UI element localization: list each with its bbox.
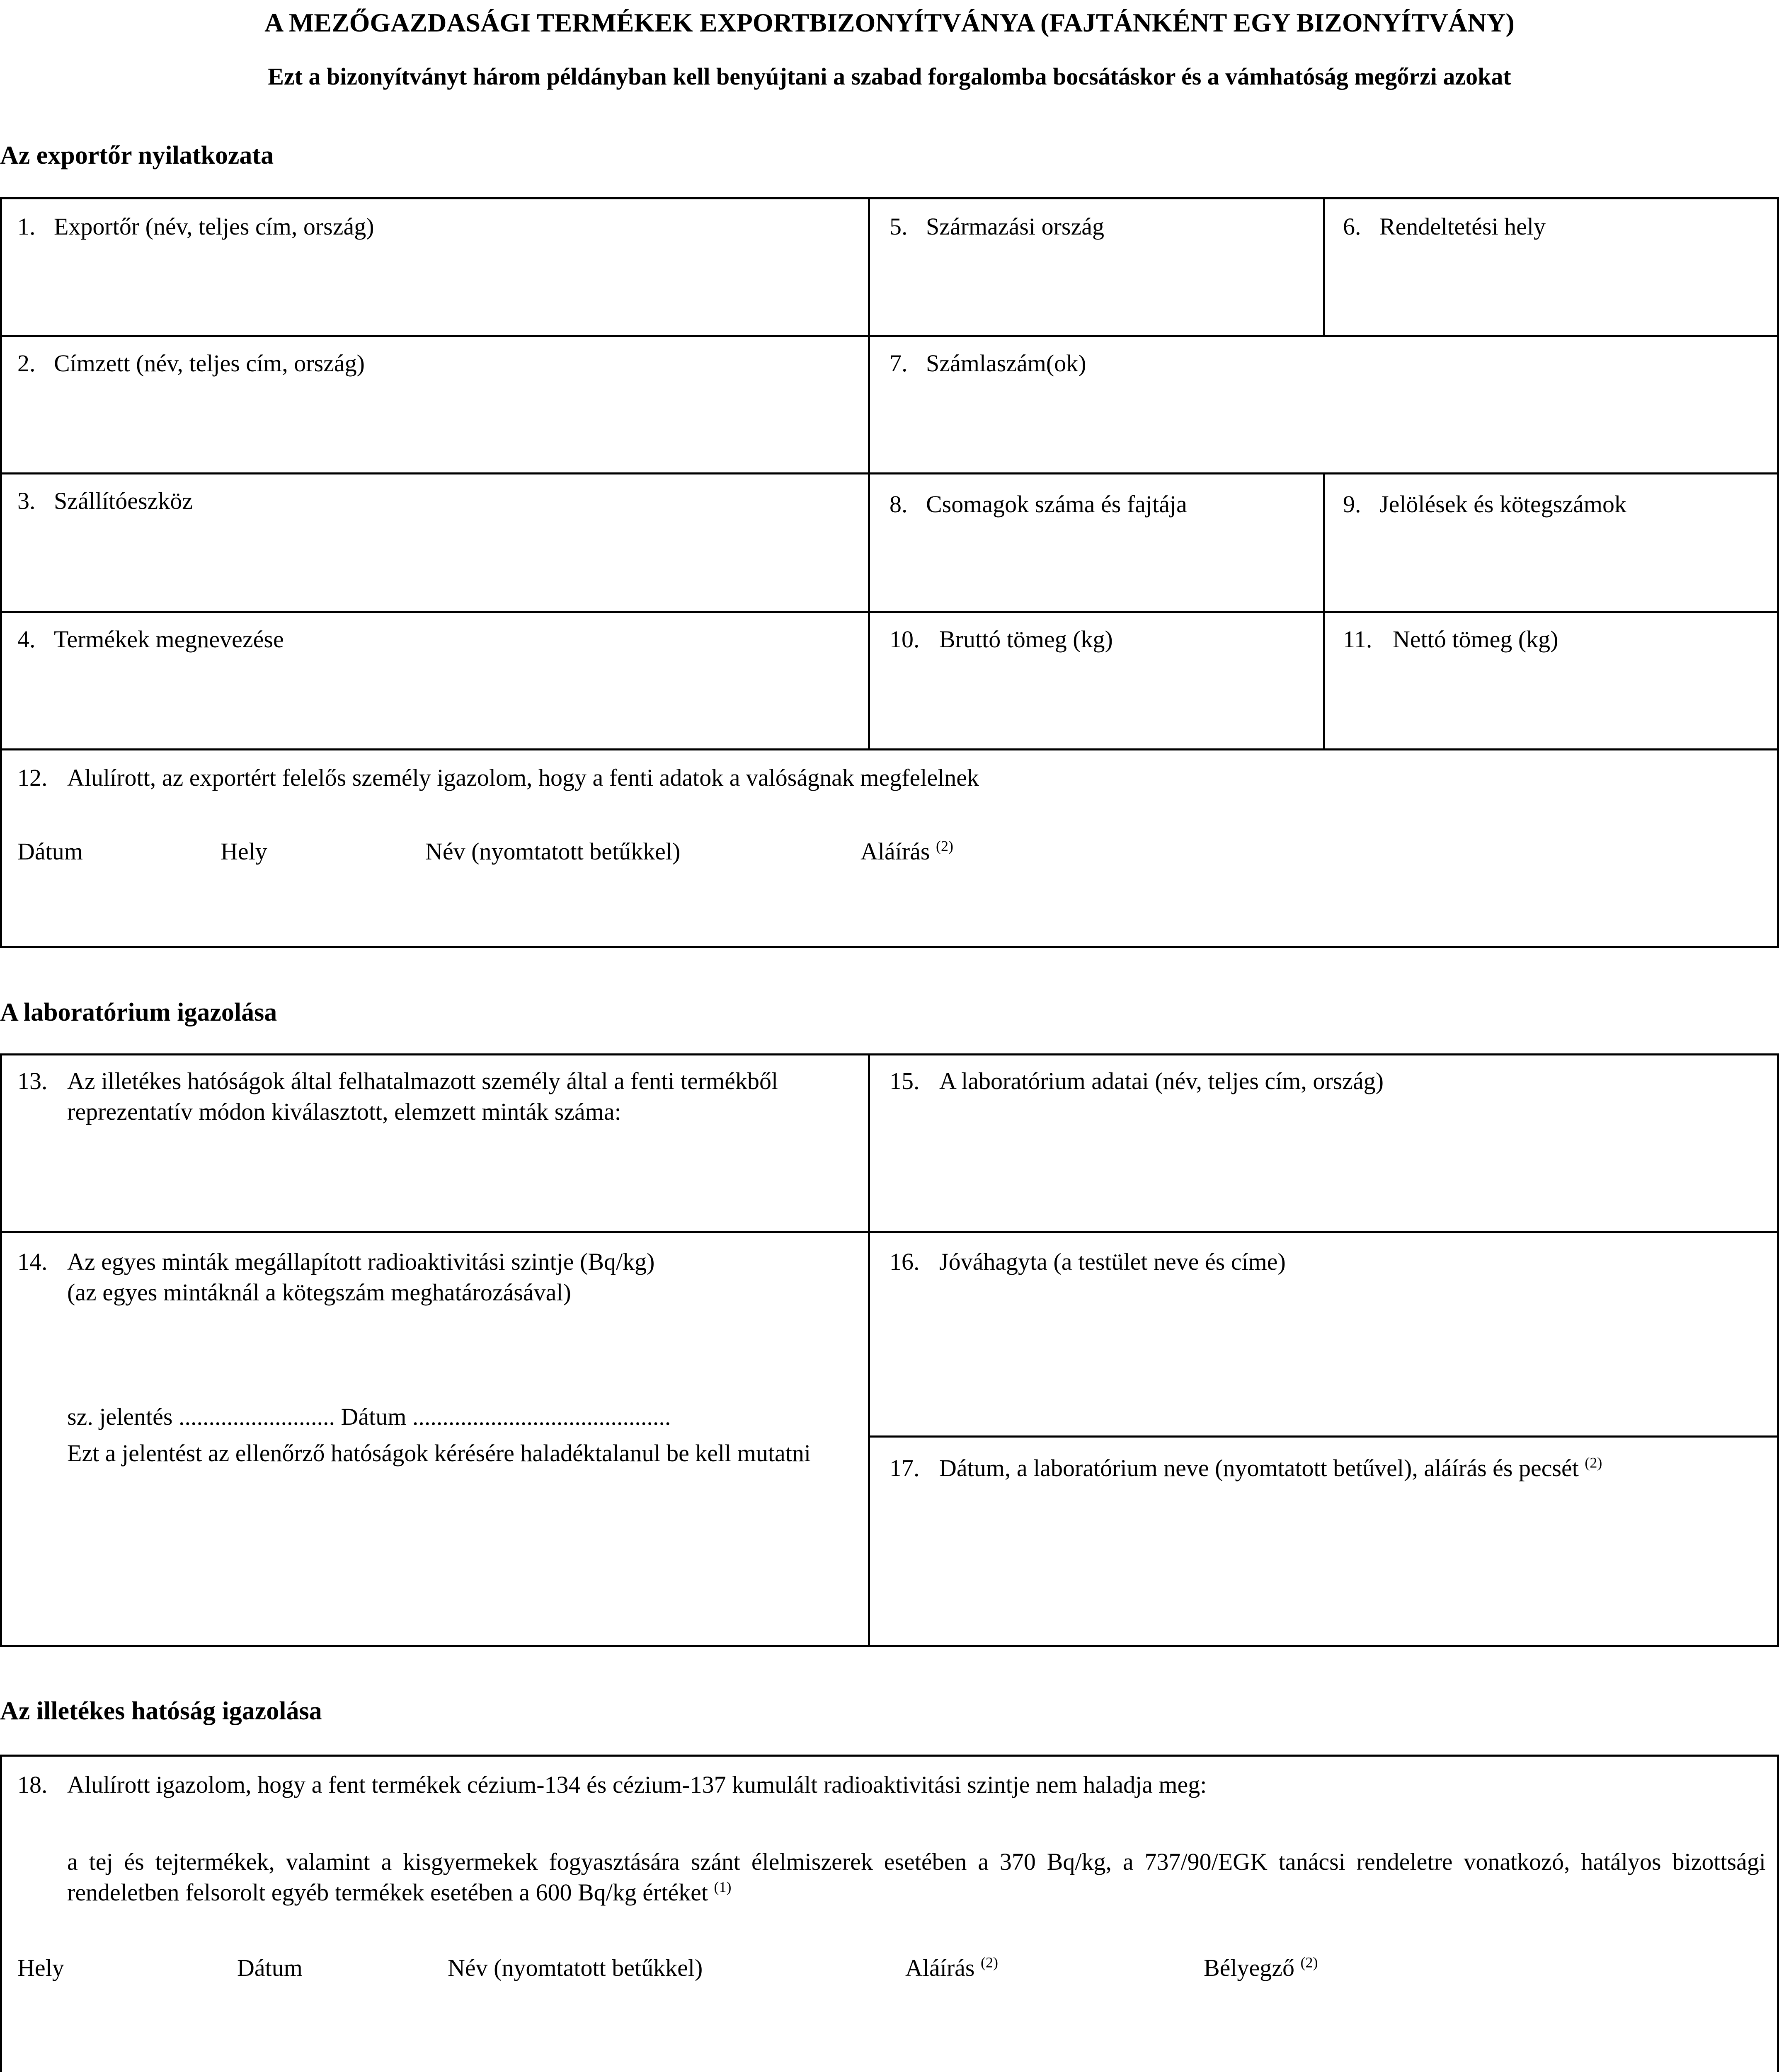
field-1-exporter[interactable] [17, 211, 374, 242]
signature-text: Aláírás [860, 838, 930, 865]
field-7-invoice-numbers[interactable] [890, 348, 1086, 379]
field-label: Jelölések és kötegszámok [1379, 491, 1626, 518]
field-label: Dátum, a laboratórium neve (nyomtatott betűvel), aláírás és pecsét [939, 1455, 1579, 1481]
authority-place-label[interactable]: Hely [17, 1954, 64, 1981]
document-title: A MEZŐGAZDASÁGI TERMÉKEK EXPORTBIZONYÍTVÁNYA (FAJTÁNKÉNT EGY BIZONYÍTVÁNY) [264, 8, 1515, 37]
field-number: 3. [17, 487, 36, 514]
declaration-text: Alulírott, az exportért felelős személy igazolom, hogy a fenti adatok a valóságnak megfelelnek [67, 764, 979, 791]
field-number: 8. [890, 491, 908, 518]
field-6-destination[interactable] [1343, 211, 1546, 242]
field-label: Exportőr (név, teljes cím, ország) [54, 213, 374, 240]
lab-section-heading: A laboratórium igazolása [0, 998, 277, 1026]
field-number: 9. [1343, 491, 1361, 518]
exporter-form-box [0, 197, 1779, 948]
field-label: Csomagok száma és fajtája [926, 491, 1187, 518]
field-label: Nettó tömeg (kg) [1393, 626, 1558, 653]
column-divider [1323, 472, 1325, 749]
footnote-ref: (2) [1300, 1954, 1318, 1971]
field-label: Számlaszám(ok) [926, 350, 1086, 377]
field-label-line1: Az egyes minták megállapított radioaktivitási szintje (Bq/kg) [67, 1248, 655, 1275]
report-number-dots: .......................... [178, 1403, 335, 1430]
field-17-lab-signature[interactable] [890, 1453, 1602, 1484]
field-label: Az illetékes hatóságok által felhatalmazott személy által a fenti termékből reprezentatív módon kiválasztott, elemzett minták száma: [67, 1067, 778, 1126]
field-number: 14. [17, 1248, 48, 1275]
authority-name-label[interactable]: Név (nyomtatott betűkkel) [448, 1954, 703, 1981]
field-label: Bruttó tömeg (kg) [939, 626, 1113, 653]
field-label: Termékek megnevezése [54, 626, 284, 653]
footnote-ref: (2) [936, 838, 953, 854]
field-label: Származási ország [926, 213, 1104, 240]
field-14-radioactivity-level[interactable] [17, 1247, 859, 1308]
field-number: 18. [17, 1771, 48, 1798]
column-divider [868, 197, 870, 749]
stamp-text: Bélyegző [1204, 1954, 1295, 1981]
field-4-product-description[interactable] [17, 624, 284, 655]
footnote-ref: (2) [1585, 1454, 1602, 1471]
authority-form-box [0, 1755, 1779, 2072]
field-11-net-weight[interactable] [1343, 624, 1558, 655]
exporter-section-heading: Az exportőr nyilatkozata [0, 141, 274, 169]
declaration-place-label[interactable]: Hely [221, 838, 267, 865]
report-note: Ezt a jelentést az ellenőrző hatóságok kérésére haladéktalanul be kell mutatni [67, 1440, 811, 1467]
row-divider [868, 1435, 1779, 1438]
field-number: 11. [1343, 626, 1372, 653]
field-5-origin-country[interactable] [890, 211, 1104, 242]
certification-paragraph [67, 1847, 1766, 1908]
field-number: 1. [17, 213, 36, 240]
field-8-packages[interactable] [890, 489, 1187, 520]
report-number-line[interactable] [67, 1402, 671, 1432]
field-number: 16. [890, 1248, 920, 1275]
signature-text: Aláírás [905, 1954, 975, 1981]
row-divider [0, 611, 1779, 613]
field-label: Rendeltetési hely [1379, 213, 1546, 240]
column-divider [1323, 197, 1325, 336]
column-divider [868, 1053, 870, 1647]
field-label: A laboratórium adatai (név, teljes cím, ország) [939, 1067, 1384, 1094]
field-number: 17. [890, 1455, 920, 1481]
field-number: 5. [890, 213, 908, 240]
field-16-approved-by[interactable] [890, 1247, 1286, 1277]
field-12-declaration [17, 762, 979, 793]
field-15-laboratory-details[interactable] [890, 1066, 1384, 1097]
certification-paragraph-text: a tej és tejtermékek, valamint a kisgyermekek fogyasztására szánt élelmiszerek esetében a 370 Bq/kg, a 737/90/EGK tanácsi rendeletre vonatkozó, hatályos bizottsági rendeletben felsorolt egyéb termékek esetében a 600 Bq/kg értéket [67, 1848, 1766, 1906]
field-10-gross-weight[interactable] [890, 624, 1113, 655]
authority-signature-label[interactable] [905, 1953, 998, 1983]
field-3-transport[interactable] [17, 486, 193, 516]
field-13-sample-count[interactable] [17, 1066, 859, 1127]
field-number: 7. [890, 350, 908, 377]
row-divider [0, 1231, 1779, 1233]
report-number-label: sz. jelentés [67, 1403, 173, 1430]
certification-text: Alulírott igazolom, hogy a fent termékek cézium-134 és cézium-137 kumulált radioaktivitási szintje nem haladja meg: [67, 1771, 1207, 1798]
footnote-ref: (2) [981, 1954, 998, 1971]
row-divider [0, 472, 1779, 474]
field-number: 2. [17, 350, 36, 377]
row-divider [0, 748, 1779, 750]
footnote-ref: (1) [714, 1878, 732, 1895]
document-subtitle: Ezt a bizonyítványt három példányban kell benyújtani a szabad forgalomba bocsátáskor és a vámhatóság megőrzi azokat [268, 63, 1511, 90]
authority-date-label[interactable]: Dátum [237, 1954, 303, 1981]
row-divider [0, 335, 1779, 337]
field-label: Szállítóeszköz [54, 487, 193, 514]
field-label: Címzett (név, teljes cím, ország) [54, 350, 365, 377]
declaration-name-label[interactable]: Név (nyomtatott betűkkel) [425, 838, 681, 865]
report-date-label: Dátum [341, 1403, 407, 1430]
field-18-authority-certification [17, 1769, 1207, 1800]
lab-form-box [0, 1053, 1779, 1647]
field-number: 15. [890, 1067, 920, 1094]
authority-section-heading: Az illetékes hatóság igazolása [0, 1697, 322, 1725]
report-date-dots: ........................................... [412, 1403, 671, 1430]
field-number: 4. [17, 626, 36, 653]
field-label-line2: (az egyes mintáknál a kötegszám meghatározásával) [67, 1279, 571, 1306]
field-number: 12. [17, 764, 48, 791]
declaration-signature-label[interactable] [860, 836, 953, 867]
field-label: Jóváhagyta (a testület neve és címe) [939, 1248, 1286, 1275]
declaration-date-label[interactable]: Dátum [17, 838, 83, 865]
authority-stamp-label[interactable] [1204, 1953, 1318, 1983]
field-9-marks-lots[interactable] [1343, 489, 1626, 520]
field-number: 6. [1343, 213, 1361, 240]
field-number: 13. [17, 1067, 48, 1094]
field-number: 10. [890, 626, 920, 653]
field-2-consignee[interactable] [17, 348, 365, 379]
